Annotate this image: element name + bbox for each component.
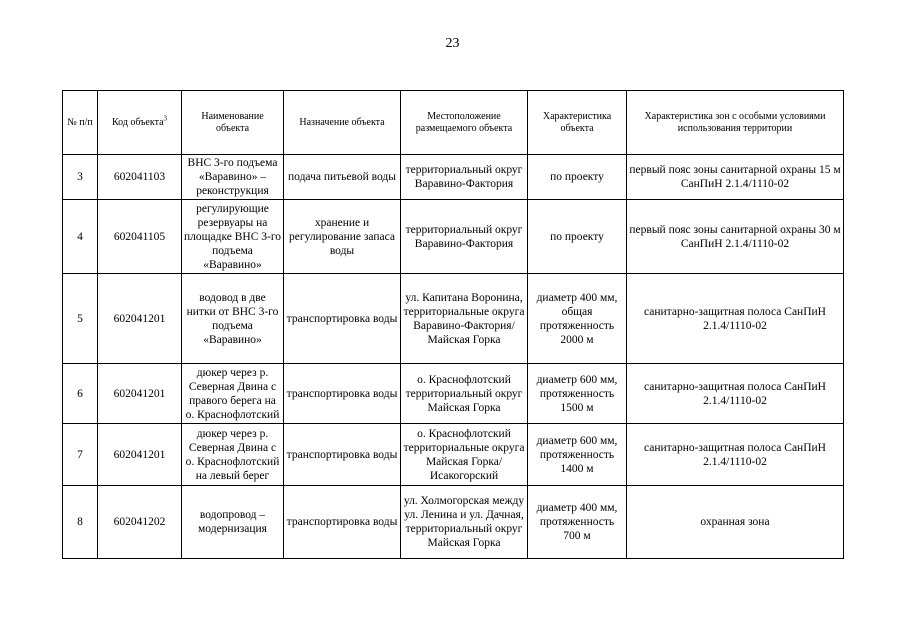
cell-purpose: транспортировка воды xyxy=(284,486,401,559)
cell-num: 3 xyxy=(63,155,98,200)
cell-name: дюкер через р. Северная Двина с правого берега на о. Краснофлотский xyxy=(182,364,284,424)
table-row xyxy=(63,486,844,559)
page-number: 23 xyxy=(445,36,460,51)
header-name: Наименование объекта xyxy=(182,91,284,155)
cell-purpose: подача питьевой воды xyxy=(284,155,401,200)
cell-purpose: транспортировка воды xyxy=(284,424,401,486)
cell-location: ул. Холмогорская между ул. Ленина и ул. Дачная, территориальный округ Майская Горка xyxy=(401,486,528,559)
header-num: № п/п xyxy=(63,91,98,155)
cell-characteristic: диаметр 600 мм, протяженность 1400 м xyxy=(528,424,627,486)
table-row xyxy=(63,424,844,486)
cell-name: дюкер через р. Северная Двина с о. Краснофлотский на левый берег xyxy=(182,424,284,486)
cell-purpose: транспортировка воды xyxy=(284,364,401,424)
cell-zones: охранная зона xyxy=(627,486,844,559)
header-zones: Характеристика зон с особыми условиями использования территории xyxy=(627,91,844,155)
objects-table xyxy=(62,90,844,559)
header-code-text: Код объекта xyxy=(111,116,164,128)
cell-characteristic: диаметр 600 мм, протяженность 1500 м xyxy=(528,364,627,424)
cell-name: ВНС 3-го подъема «Варавино» – реконструкция xyxy=(182,155,284,200)
table-header-row xyxy=(63,91,844,155)
cell-num: 6 xyxy=(63,364,98,424)
cell-code: 602041201 xyxy=(98,274,182,364)
cell-num: 4 xyxy=(63,200,98,274)
table-row xyxy=(63,364,844,424)
cell-characteristic: диаметр 400 мм, протяженность 700 м xyxy=(528,486,627,559)
cell-code: 602041105 xyxy=(98,200,182,274)
cell-location: территориальный округ Варавино-Фактория xyxy=(401,200,528,274)
table-row xyxy=(63,155,844,200)
table-row xyxy=(63,200,844,274)
table-row xyxy=(63,274,844,364)
cell-characteristic: по проекту xyxy=(528,155,627,200)
cell-zones: санитарно-защитная полоса СанПиН 2.1.4/1110-02 xyxy=(627,364,844,424)
cell-zones: санитарно-защитная полоса СанПиН 2.1.4/1110-02 xyxy=(627,274,844,364)
cell-num: 5 xyxy=(63,274,98,364)
cell-num: 7 xyxy=(63,424,98,486)
cell-zones: первый пояс зоны санитарной охраны 30 м СанПиН 2.1.4/1110-02 xyxy=(627,200,844,274)
cell-zones: первый пояс зоны санитарной охраны 15 м СанПиН 2.1.4/1110-02 xyxy=(627,155,844,200)
cell-num: 8 xyxy=(63,486,98,559)
cell-code: 602041201 xyxy=(98,424,182,486)
header-purpose: Назначение объекта xyxy=(284,91,401,155)
cell-characteristic: по проекту xyxy=(528,200,627,274)
cell-location: о. Краснофлотский территориальные округа Майская Горка/Исакогорский xyxy=(401,424,528,486)
cell-purpose: транспортировка воды xyxy=(284,274,401,364)
cell-code: 602041201 xyxy=(98,364,182,424)
cell-zones: санитарно-защитная полоса СанПиН 2.1.4/1110-02 xyxy=(627,424,844,486)
cell-location: о. Краснофлотский территориальный округ Майская Горка xyxy=(401,364,528,424)
cell-purpose: хранение и регулирование запаса воды xyxy=(284,200,401,274)
header-characteristic: Характеристика объекта xyxy=(528,91,627,155)
cell-location: территориальный округ Варавино-Фактория xyxy=(401,155,528,200)
cell-name: водовод в две нитки от ВНС 3-го подъема «Варавино» xyxy=(182,274,284,364)
header-code xyxy=(98,91,182,155)
header-code-footnote: 3 xyxy=(163,114,168,123)
header-location: Местоположение размещаемого объекта xyxy=(401,91,528,155)
cell-code: 602041202 xyxy=(98,486,182,559)
cell-characteristic: диаметр 400 мм, общая протяженность 2000 м xyxy=(528,274,627,364)
cell-location: ул. Капитана Воронина, территориальные округа Варавино-Фактория/ Майская Горка xyxy=(401,274,528,364)
cell-name: водопровод – модернизация xyxy=(182,486,284,559)
cell-name: регулирующие резервуары на площадке ВНС 3-го подъема «Варавино» xyxy=(182,200,284,274)
cell-code: 602041103 xyxy=(98,155,182,200)
